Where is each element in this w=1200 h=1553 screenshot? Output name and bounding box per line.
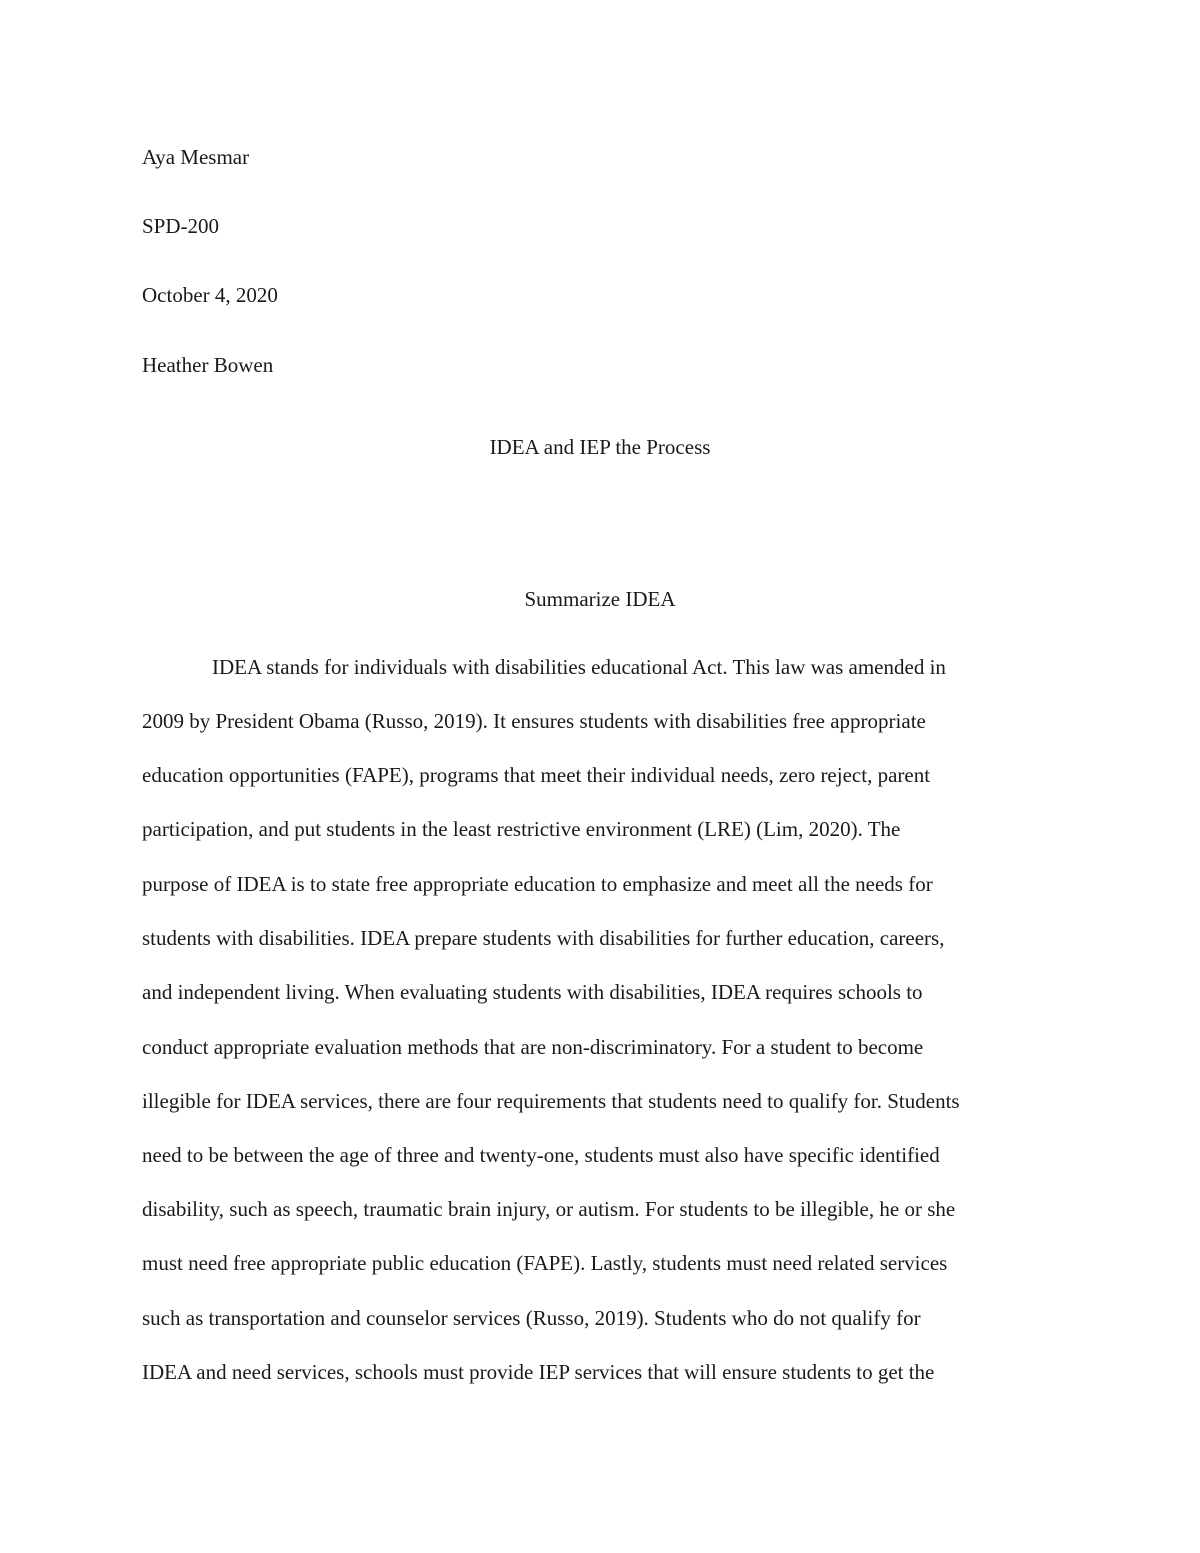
paragraph-line: education opportunities (FAPE), programs that meet their individual needs, zero reject, parent bbox=[142, 763, 931, 787]
paragraph-line: disability, such as speech, traumatic brain injury, or autism. For students to be illegible, he or she bbox=[142, 1197, 956, 1221]
paragraph-line: illegible for IDEA services, there are four requirements that students need to qualify for. Students bbox=[142, 1089, 960, 1113]
paragraph-line: conduct appropriate evaluation methods that are non-discriminatory. For a student to become bbox=[142, 1035, 924, 1059]
paragraph-line: IDEA stands for individuals with disabilities educational Act. This law was amended in bbox=[212, 655, 946, 679]
section-heading: Summarize IDEA bbox=[524, 587, 676, 611]
paragraph-line: such as transportation and counselor services (Russo, 2019). Students who do not qualify for bbox=[142, 1306, 921, 1330]
paragraph-line: IDEA and need services, schools must provide IEP services that will ensure students to get the bbox=[142, 1360, 935, 1384]
document-title: IDEA and IEP the Process bbox=[489, 435, 711, 459]
paragraph-line: 2009 by President Obama (Russo, 2019). It ensures students with disabilities free appropriate bbox=[142, 709, 926, 733]
paragraph-line: purpose of IDEA is to state free appropriate education to emphasize and meet all the needs for bbox=[142, 872, 933, 896]
author-name: Aya Mesmar bbox=[142, 145, 250, 169]
paragraph-line: participation, and put students in the least restrictive environment (LRE) (Lim, 2020). The bbox=[142, 817, 901, 841]
document-date: October 4, 2020 bbox=[142, 283, 278, 307]
paragraph-line: must need free appropriate public education (FAPE). Lastly, students must need related services bbox=[142, 1251, 948, 1275]
instructor-name: Heather Bowen bbox=[142, 353, 274, 377]
paragraph-line: and independent living. When evaluating students with disabilities, IDEA requires schools to bbox=[142, 980, 923, 1004]
paragraph-line: need to be between the age of three and twenty-one, students must also have specific identified bbox=[142, 1143, 940, 1167]
course-code: SPD-200 bbox=[142, 214, 220, 238]
paragraph-line: students with disabilities. IDEA prepare students with disabilities for further education, careers, bbox=[142, 926, 945, 950]
